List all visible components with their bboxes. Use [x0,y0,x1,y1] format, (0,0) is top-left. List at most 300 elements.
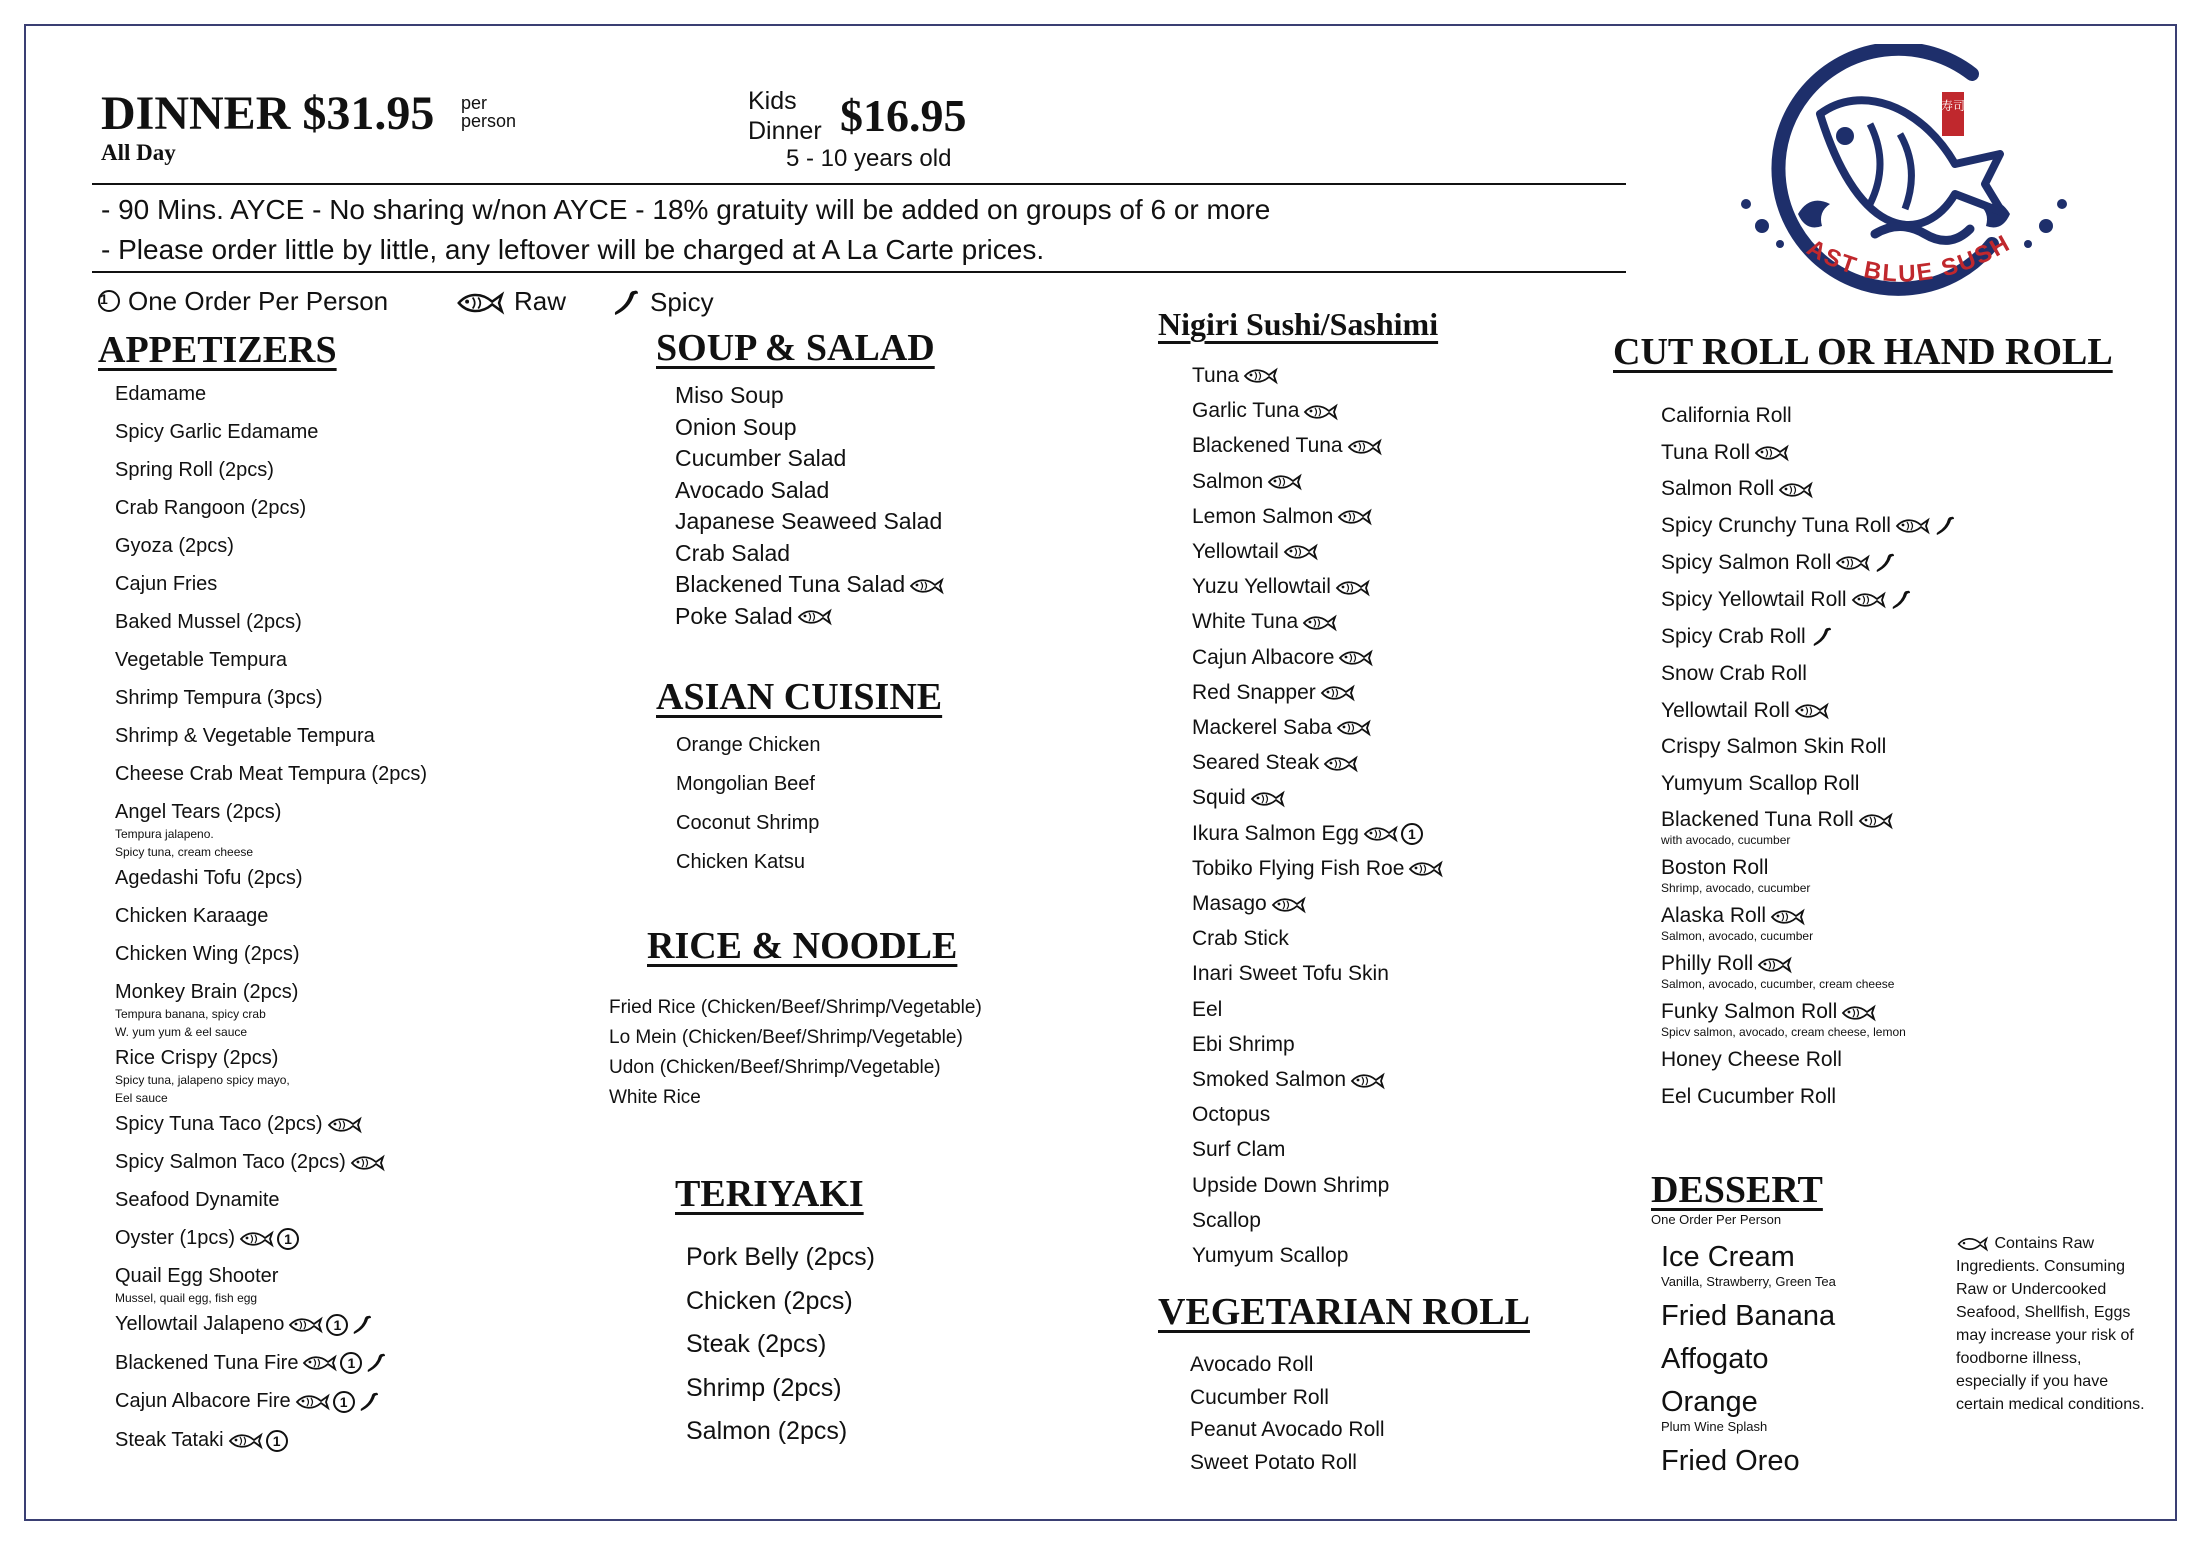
appetizer-item [115,904,427,928]
appetizer-item [115,534,427,558]
nigiri-item-name: Upside Down Shrimp [1192,1173,1390,1197]
soup-salad-item [675,506,945,538]
appetizer-item-name: Cheese Crab Meat Tempura (2pcs) [115,763,427,785]
raw-warning-note [1956,1232,2146,1416]
fish-icon [1338,648,1374,668]
appetizer-item-name: Spicy Tuna Taco (2pcs) [115,1113,323,1135]
soup-salad-item [675,443,945,475]
cut-roll-item-icons [1778,480,1814,500]
appetizer-item-name: Blackened Tuna Fire [115,1351,299,1374]
fish-icon [1271,895,1307,915]
cut-roll-item-icons [1841,1003,1877,1023]
cut-roll-item [1661,662,1957,686]
nigiri-item [1192,675,1444,710]
dessert-item [1661,1299,1836,1333]
nigiri-item-icons [1243,366,1279,386]
nigiri-item-name: Yumyum Scallop [1192,1244,1349,1268]
cut-roll-item-description: Salmon, avocado, cucumber, cream cheese [1661,977,1895,992]
nigiri-item [1192,393,1444,428]
cut-roll-item-name: Honey Cheese Roll [1661,1048,1842,1072]
nigiri-title: Nigiri Sushi/Sashimi [1158,306,1439,342]
cut-roll-item [1661,514,1957,538]
rice-noodle-item [609,1083,982,1113]
soup-salad-item-icons [797,607,833,627]
vegetarian-title: VEGETARIAN ROLL [1158,1291,1530,1333]
cut-roll-item-icons [1835,551,1897,575]
nigiri-item [1192,992,1444,1027]
nigiri-item-name: Lemon Salmon [1192,504,1334,528]
soup-salad-item-icons [909,576,945,596]
east-blue-sushi-logo [1710,44,2090,334]
appetizer-item [115,1046,427,1106]
cut-roll-item [1661,904,1957,944]
asian-item [676,765,821,804]
nigiri-item-name: Surf Clam [1192,1138,1286,1162]
fish-icon [1851,590,1887,610]
appetizer-item-name: Yellowtail Jalapeno [115,1313,285,1335]
nigiri-item-name: Tobiko Flying Fish Roe [1192,856,1405,880]
appetizer-item-name: Edamame [115,383,207,405]
fish-icon [1794,701,1830,721]
nigiri-item-icons [1335,578,1371,598]
fish-icon [1363,824,1399,844]
appetizer-item [115,686,427,710]
appetizer-item-name: Vegetable Tempura [115,649,287,671]
asian-title: ASIAN CUISINE [656,676,943,718]
cut-roll-item-icons [1754,443,1790,463]
nigiri-item-name: Cajun Albacore [1192,645,1335,669]
fish-icon [797,607,833,627]
nigiri-item-name: Blackened Tuna [1192,434,1343,458]
per-text: per [461,93,488,113]
appetizer-item-icons [288,1313,374,1337]
soup-salad-item-name: Japanese Seaweed Salad [675,508,943,534]
appetizer-item-name: Rice Crispy (2pcs) [115,1047,279,1069]
dessert-item [1661,1240,1836,1290]
fish-icon [1267,472,1303,492]
cut-roll-item-icons [1770,907,1806,927]
appetizer-item [115,648,427,672]
nigiri-item-name: Inari Sweet Tofu Skin [1192,962,1389,986]
cut-roll-item-name: Boston Roll [1661,856,1769,880]
rice-noodle-item-name: Lo Mein (Chicken/Beef/Shrimp/Vegetable) [609,1027,963,1048]
nigiri-item-name: Eel [1192,997,1223,1021]
cut-roll-item-name: Spicy Crab Roll [1661,624,1806,648]
circled-one-icon: 1 [326,1314,348,1336]
asian-item [676,804,821,843]
nigiri-item [1192,1168,1444,1203]
nigiri-item-name: Octopus [1192,1103,1271,1127]
cut-roll-item-name: Crispy Salmon Skin Roll [1661,735,1887,759]
soup-salad-item-name: Crab Salad [675,539,791,566]
circled-one-icon: 1 [340,1352,362,1374]
appetizer-item-icons [350,1153,386,1173]
cut-roll-item [1661,1085,1957,1109]
nigiri-item-name: Masago [1192,892,1267,916]
fish-icon [1336,718,1372,738]
kids-text: Kids [748,87,797,115]
fish-icon [1335,578,1371,598]
appetizer-item [115,1351,427,1376]
nigiri-item-icons [1267,472,1303,492]
fish-icon [1757,955,1793,975]
cut-roll-item-icons [1794,701,1830,721]
cut-roll-item-name: Yumyum Scallop Roll [1661,771,1860,795]
legend-one-order [98,284,388,318]
appetizer-item [115,572,427,596]
chili-icon [610,284,642,319]
rule-line-2: - Please order little by little, any leftover will be charged at A La Carte prices. [101,234,1045,265]
nigiri-item-name: Crab Stick [1192,927,1289,951]
vegetarian-item-name: Sweet Potato Roll [1190,1451,1357,1475]
dessert-item-description: Vanilla, Strawberry, Green Tea [1661,1274,1836,1289]
appetizers-list [115,382,427,1466]
appetizer-item [115,800,427,860]
chili-icon [1933,514,1957,538]
nigiri-item [1192,569,1444,604]
cut-roll-item-description: Salmon, avocado, cucumber [1661,929,1814,944]
soup-salad-item-name: Blackened Tuna Salad [675,571,906,597]
fish-icon [1323,754,1359,774]
teriyaki-item [686,1280,875,1324]
cut-roll-item-name: Yellowtail Roll [1661,698,1790,722]
teriyaki-item-name: Shrimp (2pcs) [686,1373,842,1402]
fish-icon [1347,437,1383,457]
nigiri-item [1192,745,1444,780]
appetizer-item-name: Chicken Wing (2pcs) [115,943,300,965]
chili-icon [1889,588,1913,612]
circled-one-icon: 1 [98,290,120,312]
appetizer-item-icons [327,1115,363,1135]
vegetarian-list [1190,1349,1385,1480]
appetizer-item-description: Mussel, quail egg, fish egg [115,1291,258,1305]
nigiri-item-name: Salmon [1192,469,1264,493]
cut-roll-title: CUT ROLL OR HAND ROLL [1613,331,2113,373]
logo-name: AST BLUE SUSH [1802,229,2016,288]
appetizer-item [115,942,427,966]
chili-icon [1810,625,1834,649]
nigiri-item-name: Smoked Salmon [1192,1068,1347,1092]
fish-icon [1350,1071,1386,1091]
cut-roll-item [1661,808,1957,848]
nigiri-item [1192,851,1444,886]
dessert-item [1661,1444,1836,1478]
rice-noodle-title: RICE & NOODLE [647,925,958,967]
appetizer-item-name: Gyoza (2pcs) [115,535,234,557]
appetizer-item-description: Tempura jalapeno. [115,827,214,841]
circled-one-icon: 1 [333,1391,355,1413]
soup-salad-item [675,412,945,444]
nigiri-item-icons [1303,402,1339,422]
dessert-subtitle: One Order Per Person [1651,1212,1782,1227]
appetizer-item [115,1428,427,1452]
vegetarian-item [1190,1349,1385,1382]
cut-roll-item [1661,1000,1957,1040]
asian-item [676,726,821,765]
cut-roll-item [1661,625,1957,649]
fish-icon [1835,553,1871,573]
soup-salad-item-name: Poke Salad [675,602,793,629]
person-text: person [461,111,517,131]
dessert-item-name: Fried Oreo [1661,1445,1800,1477]
vegetarian-item-name: Peanut Avocado Roll [1190,1418,1385,1442]
teriyaki-item [686,1236,875,1280]
fish-icon [1754,443,1790,463]
appetizer-item [115,382,427,406]
circled-one-icon: 1 [277,1228,299,1250]
dessert-item-name: Orange [1661,1386,1758,1418]
teriyaki-item-name: Salmon (2pcs) [686,1417,848,1445]
legend-spicy [610,284,714,319]
asian-item [676,843,821,882]
nigiri-item [1192,1027,1444,1062]
asian-item-name: Mongolian Beef [676,773,815,795]
appetizer-item-name: Oyster (1pcs) [115,1227,236,1249]
cut-roll-item-name: Spicy Crunchy Tuna Roll [1661,513,1891,537]
appetizer-item [115,762,427,786]
appetizer-item-name: Cajun Albacore Fire [115,1390,291,1413]
cut-roll-item [1661,551,1957,575]
appetizer-item-description: Spicy tuna, cream cheese [115,845,254,859]
cut-roll-item-name: Salmon Roll [1661,477,1775,501]
teriyaki-item [686,1410,875,1454]
nigiri-item-icons [1408,859,1444,879]
soup-salad-item [675,601,945,633]
dessert-item-name: Fried Banana [1661,1300,1836,1332]
nigiri-item-name: Tuna [1192,364,1240,387]
nigiri-item [1192,428,1444,463]
appetizer-item-name: Quail Egg Shooter [115,1265,279,1287]
fish-icon [295,1392,331,1412]
per-person [461,94,516,130]
cut-roll-item-icons [1810,625,1834,649]
cut-roll-item [1661,772,1957,796]
soup-salad-item-name: Miso Soup [675,382,784,408]
fish-icon [1778,480,1814,500]
cut-roll-item [1661,441,1957,465]
nigiri-item-name: Scallop [1192,1208,1261,1232]
cut-roll-item [1661,1048,1957,1072]
cut-roll-item [1661,856,1957,896]
cut-roll-item-name: Philly Roll [1661,952,1754,976]
teriyaki-item [686,1323,875,1367]
dessert-item-name: Affogato [1661,1343,1769,1375]
cut-roll-item-description: Shrimp, avocado, cucumber [1661,881,1811,896]
cut-roll-item-icons [1851,588,1913,612]
appetizer-item-name: Shrimp & Vegetable Tempura [115,725,375,747]
fish-icon [456,284,506,318]
appetizer-item [115,1312,427,1337]
cut-roll-item-icons [1757,955,1793,975]
appetizer-item-description: Spicy tuna, jalapeno spicy mayo, [115,1073,290,1087]
soup-salad-list [675,380,945,632]
fish-icon [288,1315,324,1335]
appetizer-item [115,866,427,890]
soup-salad-item-name: Avocado Salad [675,476,830,503]
appetizer-item-description: Eel sauce [115,1091,168,1105]
cut-roll-item-name: Snow Crab Roll [1661,661,1807,685]
nigiri-item-name: White Tuna [1192,610,1299,634]
soup-salad-item [675,538,945,570]
nigiri-item [1192,1132,1444,1167]
nigiri-item-icons [1337,507,1373,527]
raw-warning-text: Contains Raw Ingredients. Consuming Raw or Undercooked Seafood, Shellfish, Eggs may increase your risk of foodborne illness, especially if you have certain medical conditions. [1956,1235,2145,1413]
teriyaki-list [686,1236,875,1454]
fish-icon [1250,789,1286,809]
cut-roll-item-name: Funky Salmon Roll [1661,1000,1838,1024]
nigiri-item-icons [1336,718,1372,738]
fish-icon [1283,542,1319,562]
legend-one-label: One Order Per Person [128,286,389,316]
nigiri-item [1192,921,1444,956]
appetizer-item [115,1264,427,1306]
dessert-item [1661,1385,1836,1435]
fish-icon [1841,1003,1877,1023]
appetizers-title: APPETIZERS [98,329,337,371]
appetizer-item-icons [295,1390,381,1414]
appetizer-item-name: Spicy Garlic Edamame [115,421,319,443]
asian-list [676,726,821,882]
fish-icon [228,1431,264,1451]
nigiri-item [1192,816,1444,851]
appetizer-item [115,724,427,748]
appetizer-item [115,458,427,482]
cut-roll-item-name: Alaska Roll [1661,904,1767,928]
fish-icon [1337,507,1373,527]
fish-icon [1408,859,1444,879]
rice-noodle-item [609,1053,982,1083]
cut-roll-item-icons [1895,514,1957,538]
nigiri-item-name: Squid [1192,786,1246,810]
circled-one-icon: 1 [266,1430,288,1452]
soup-salad-item [675,380,945,412]
nigiri-item [1192,956,1444,991]
teriyaki-item [686,1367,875,1411]
nigiri-item-icons [1283,542,1319,562]
asian-item-name: Coconut Shrimp [676,812,820,834]
appetizer-item-name: Baked Mussel (2pcs) [115,611,302,633]
vegetarian-item [1190,1382,1385,1415]
fish-icon [1302,613,1338,633]
appetizer-item-icons [239,1228,299,1250]
nigiri-item [1192,604,1444,639]
appetizer-item-description: Tempura banana, spicy crab [115,1007,266,1021]
rice-noodle-item [609,1023,982,1053]
nigiri-item [1192,1097,1444,1132]
appetizer-item-name: Shrimp Tempura (3pcs) [115,687,323,709]
dinner-label: DINNER [101,87,291,140]
appetizer-item [115,1226,427,1250]
nigiri-item-name: Ikura Salmon Egg [1192,821,1359,845]
appetizer-item-name: Spring Roll (2pcs) [115,459,274,481]
fish-icon [327,1115,363,1135]
cut-roll-list [1661,404,1957,1122]
fish-icon [350,1153,386,1173]
nigiri-item-icons [1250,789,1286,809]
soup-salad-item-name: Cucumber Salad [675,445,847,471]
cut-roll-item [1661,952,1957,992]
nigiri-item [1192,886,1444,921]
appetizer-item [115,496,427,520]
dessert-item [1661,1342,1836,1376]
nigiri-item [1192,358,1444,393]
rice-noodle-list [609,993,982,1113]
soup-salad-item [675,475,945,507]
vegetarian-item [1190,1447,1385,1480]
nigiri-item-icons [1338,648,1374,668]
appetizer-item-name: Steak Tataki [115,1429,224,1452]
appetizer-item-description: W. yum yum & eel sauce [115,1025,248,1039]
fish-icon [1858,811,1894,831]
appetizer-item-name: Angel Tears (2pcs) [115,801,282,823]
cut-roll-item [1661,404,1957,428]
nigiri-item [1192,1238,1444,1273]
circled-one-icon: 1 [1401,823,1423,845]
appetizer-item [115,1112,427,1136]
dessert-item-name: Ice Cream [1661,1241,1795,1273]
nigiri-item [1192,1203,1444,1238]
appetizer-item-name: Chicken Karaage [115,905,269,927]
fish-icon [1243,366,1279,386]
appetizer-item-name: Agedashi Tofu (2pcs) [115,867,303,889]
cut-roll-item [1661,699,1957,723]
dinner-price: $31.95 [302,87,435,140]
nigiri-item [1192,710,1444,745]
cut-roll-item-name: Blackened Tuna Roll [1661,808,1854,832]
fish-icon [1303,402,1339,422]
asian-item-name: Chicken Katsu [676,851,805,873]
cut-roll-item [1661,477,1957,501]
nigiri-item-icons [1350,1071,1386,1091]
nigiri-item-icons [1320,683,1356,703]
nigiri-item [1192,640,1444,675]
divider-bottom [92,271,1626,273]
fish-icon [1770,907,1806,927]
chili-icon [350,1313,374,1337]
legend-raw-label: Raw [514,286,567,316]
nigiri-item-name: Yellowtail [1192,540,1279,564]
divider-top [92,183,1626,185]
cut-roll-item-name: Tuna Roll [1661,440,1751,464]
nigiri-item-name: Seared Steak [1192,751,1320,775]
fish-icon [1956,1235,1990,1253]
nigiri-item-name: Garlic Tuna [1192,399,1300,423]
rule-line-1: - 90 Mins. AYCE - No sharing w/non AYCE - 18% gratuity will be added on groups of 6 or more [101,194,1271,225]
chili-icon [364,1351,388,1375]
nigiri-item-icons [1347,437,1383,457]
all-day-label: All Day [101,140,176,165]
fish-icon [302,1353,338,1373]
appetizer-item-icons [302,1351,388,1375]
teriyaki-title: TERIYAKI [675,1173,864,1215]
teriyaki-item-name: Pork Belly (2pcs) [686,1243,875,1271]
dessert-item-description: Plum Wine Splash [1661,1419,1768,1434]
nigiri-item-name: Mackerel Saba [1192,716,1333,740]
cut-roll-item-description: with avocado, cucumber [1661,833,1791,848]
appetizer-item-name: Seafood Dynamite [115,1189,280,1211]
soup-salad-item [675,569,945,601]
appetizer-item-name: Cajun Fries [115,573,218,595]
rice-noodle-item [609,993,982,1023]
cut-roll-item-name: Spicy Yellowtail Roll [1661,587,1847,611]
dinner-title [101,86,434,142]
nigiri-item-name: Yuzu Yellowtail [1192,575,1331,599]
vegetarian-item-name: Cucumber Roll [1190,1385,1329,1409]
appetizer-item [115,1389,427,1414]
cut-roll-item-name: California Roll [1661,404,1792,427]
nigiri-item [1192,534,1444,569]
rice-noodle-item-name: White Rice [609,1087,701,1108]
